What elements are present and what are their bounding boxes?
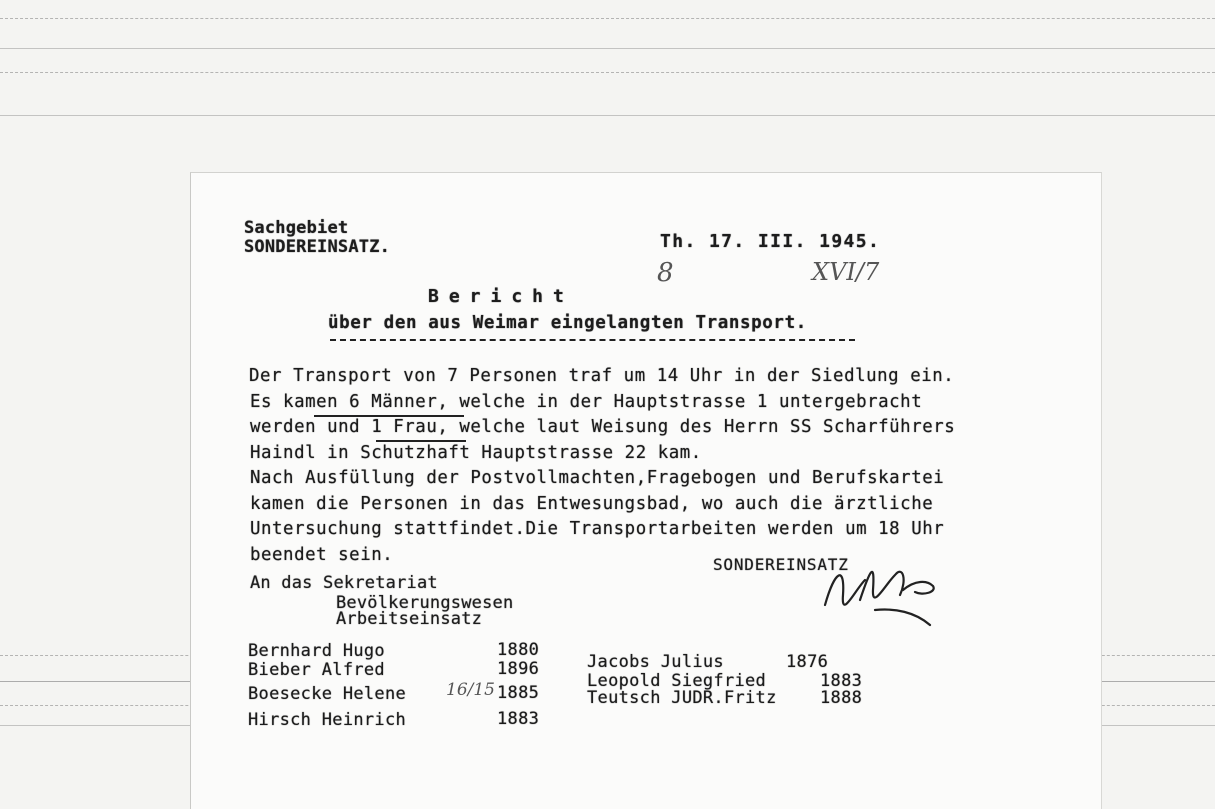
person-name: Jacobs Julius — [587, 652, 724, 672]
recipient-line-2: Bevölkerungswesen — [336, 593, 514, 613]
scan-artifact-line — [0, 72, 1215, 74]
report-heading: Bericht — [428, 286, 574, 307]
person-birth-year: 1896 — [497, 659, 540, 679]
underline-mark — [376, 440, 466, 442]
department-name: SONDEREINSATZ. — [244, 237, 391, 257]
person-name: Teutsch JUDR.Fritz — [587, 688, 777, 708]
scan-artifact-line — [0, 18, 1215, 20]
person-name: Boesecke Helene — [248, 684, 407, 704]
signature-unit: SONDEREINSATZ — [713, 555, 849, 574]
person-birth-year: 1883 — [820, 671, 863, 691]
person-name: Bernhard Hugo — [248, 641, 385, 661]
scan-artifact-line — [0, 48, 1215, 49]
person-name: Leopold Siegfried — [587, 671, 767, 691]
handwritten-signature — [815, 550, 945, 630]
body-line: beendet sein. — [250, 545, 394, 565]
recipient-line-3: Arbeitseinsatz — [336, 609, 483, 629]
body-line: Der Transport von 7 Personen traf um 14 Uhr in der Siedlung ein. — [249, 366, 955, 386]
scan-artifact-line — [0, 115, 1215, 116]
pencil-mark-left: 8 — [657, 258, 674, 288]
person-birth-year: 1888 — [820, 688, 863, 708]
body-line: Es kamen 6 Männer, welche in der Hauptstrasse 1 untergebracht — [250, 392, 923, 412]
document-date: Th. 17. III. 1945. — [660, 231, 881, 252]
body-line: Untersuchung stattfindet.Die Transportarbeiten werden um 18 Uhr — [250, 519, 945, 539]
person-birth-year: 1885 — [497, 683, 540, 703]
person-birth-year: 1880 — [497, 640, 540, 660]
report-subtitle: über den aus Weimar eingelangten Transport. — [328, 313, 807, 333]
body-line: werden und 1 Frau, welche laut Weisung des Herrn SS Scharführers — [250, 417, 956, 437]
recipient-line-1: An das Sekretariat — [250, 573, 438, 593]
subtitle-underline — [330, 339, 855, 341]
person-name: Bieber Alfred — [248, 660, 385, 680]
pencil-note: 16/15 — [446, 680, 495, 700]
body-line: Nach Ausfüllung der Postvollmachten,Fragebogen und Berufskartei — [250, 468, 945, 488]
person-birth-year: 1883 — [497, 709, 540, 729]
person-name: Hirsch Heinrich — [248, 710, 407, 730]
body-line: kamen die Personen in das Entwesungsbad, wo auch die ärztliche — [250, 494, 934, 514]
underline-mark — [314, 415, 464, 417]
person-birth-year: 1876 — [786, 652, 829, 672]
pencil-mark-file-number: XVI/7 — [812, 258, 880, 286]
body-line: Haindl in Schutzhaft Hauptstrasse 22 kam. — [250, 443, 702, 463]
department-label: Sachgebiet — [244, 218, 349, 238]
